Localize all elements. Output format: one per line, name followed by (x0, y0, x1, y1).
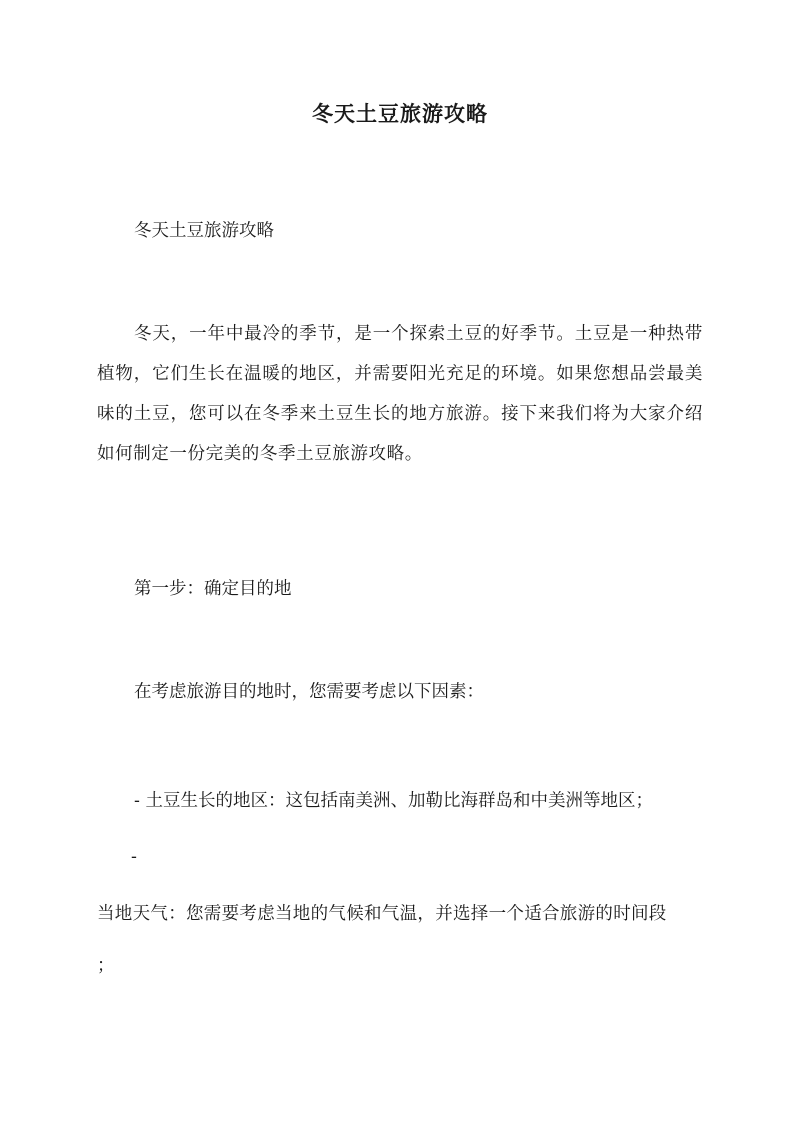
consider-line: 在考虑旅游目的地时，您需要考虑以下因素： (134, 682, 484, 702)
bullet-item-region: - 土豆生长的地区：这包括南美洲、加勒比海群岛和中美洲等地区； (134, 791, 653, 811)
bullet-item-weather-end: ； (97, 956, 115, 976)
bullet-item-weather: 当地天气：您需要考虑当地的气候和气温，并选择一个适合旅游的时间段 (97, 904, 667, 924)
step1-heading: 第一步：确定目的地 (134, 579, 292, 599)
document-subtitle: 冬天土豆旅游攻略 (134, 221, 274, 241)
document-title: 冬天土豆旅游攻略 (312, 101, 488, 126)
intro-paragraph: 冬天，一年中最冷的季节，是一个探索土豆的好季节。土豆是一种热带植物，它们生长在温暖的地区，并需要阳光充足的环境。如果您想品尝最美味的土豆，您可以在冬季来土豆生长的地方旅游。接下来我们将为大家介绍如何制定一份完美的冬季土豆旅游攻略。 (97, 324, 703, 464)
bullet-dash: - (131, 847, 137, 867)
